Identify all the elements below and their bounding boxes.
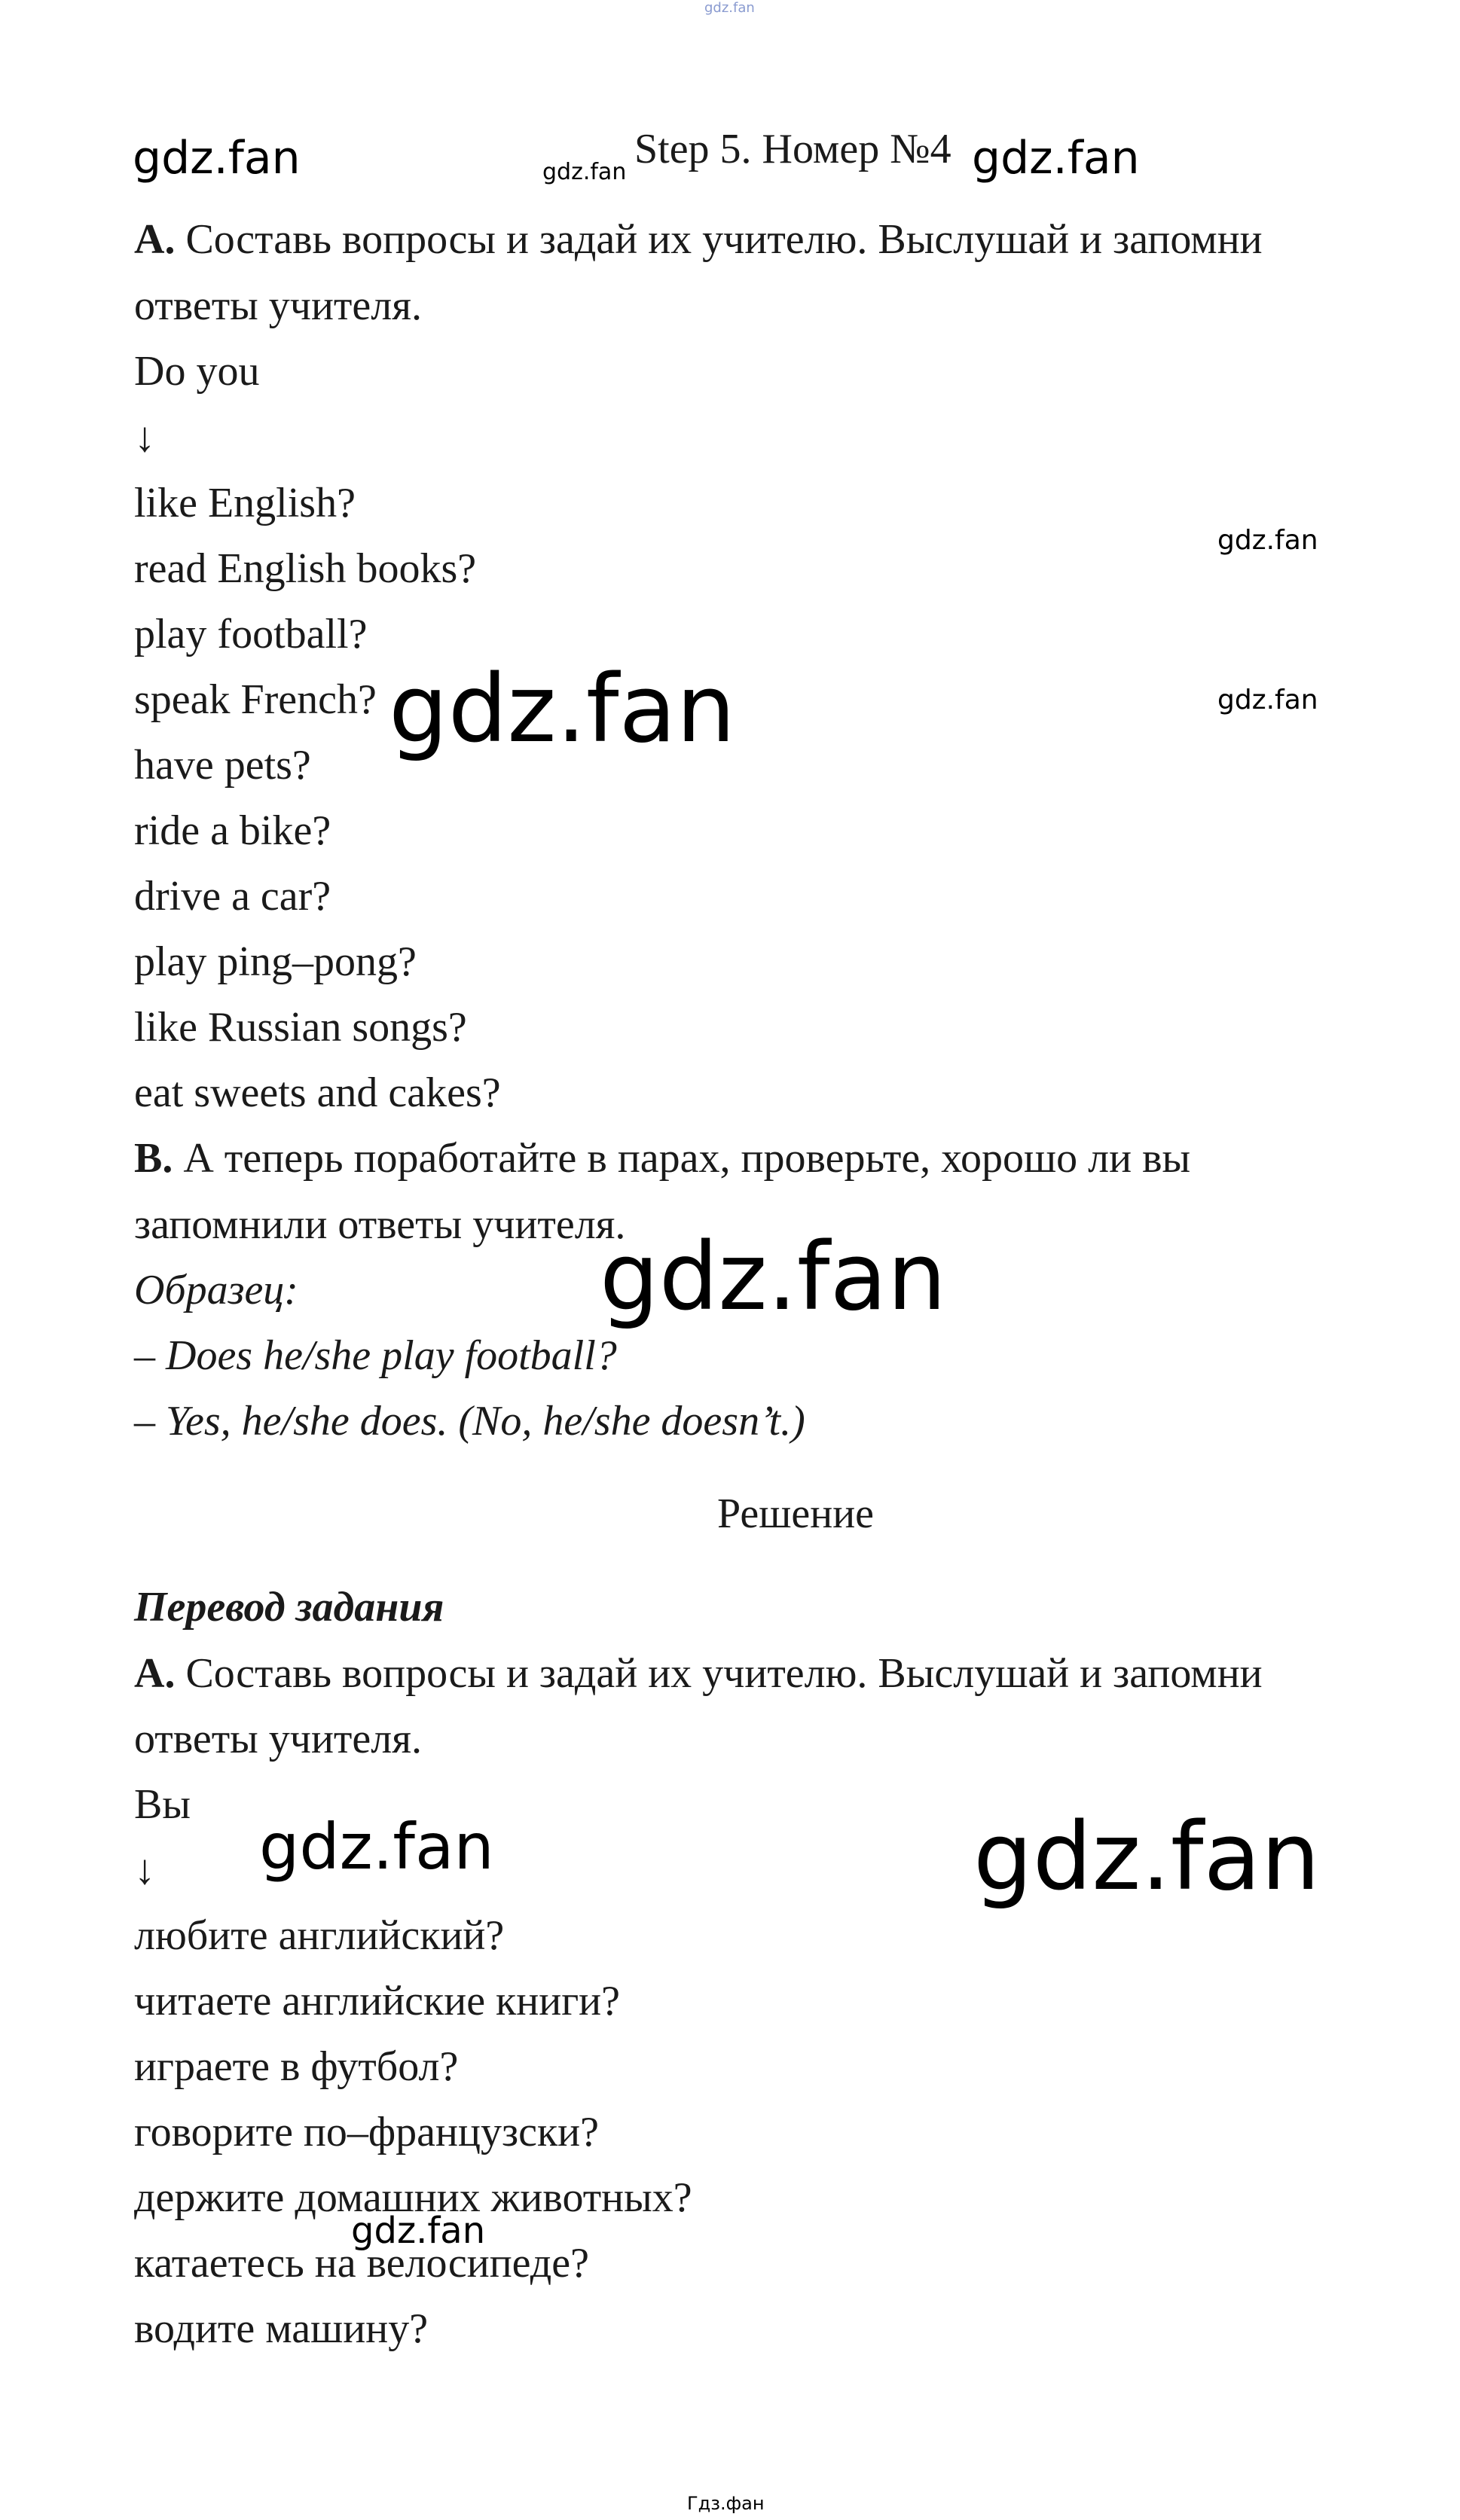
- question-item: play football?: [134, 611, 368, 657]
- solution-down-arrow: ↓: [134, 1847, 155, 1893]
- question-item: like Russian songs?: [134, 1004, 467, 1051]
- watermark-right-1: gdz.fan: [1217, 525, 1318, 556]
- vy-text: Вы: [134, 1781, 191, 1828]
- watermark-header-left: gdz.fan: [133, 132, 301, 185]
- down-arrow: ↓: [134, 414, 155, 461]
- question-item: speak French?: [134, 676, 377, 723]
- solution-heading: Решение: [717, 1490, 875, 1537]
- translation-item: катаетесь на велосипеде?: [134, 2240, 589, 2287]
- question-item: have pets?: [134, 742, 311, 789]
- watermark-big-3: gdz.fan: [973, 1803, 1321, 1911]
- question-item: like English?: [134, 480, 356, 526]
- task-b-line1: [134, 1135, 1191, 1182]
- watermark-header-small: gdz.fan: [542, 159, 627, 185]
- page-title: Step 5. Номер №4: [634, 126, 951, 172]
- translation-item: водите машину?: [134, 2305, 429, 2352]
- translation-item: играете в футбол?: [134, 2043, 459, 2090]
- task-b-label: B.: [134, 1135, 173, 1182]
- task-b-line2: запомнили ответы учителя.: [134, 1201, 626, 1248]
- sample-question: – Does he/she play football?: [134, 1332, 617, 1379]
- task-b-text: А теперь поработайте в парах, проверьте, хорошо ли вы: [173, 1135, 1191, 1182]
- watermark-header-right: gdz.fan: [972, 132, 1140, 185]
- watermark-right-2: gdz.fan: [1217, 685, 1318, 715]
- question-item: eat sweets and cakes?: [134, 1069, 501, 1116]
- solution-a-text: Составь вопросы и задай их учителю. Выслушай и запомни: [175, 1650, 1263, 1697]
- task-a-label: A.: [134, 216, 176, 263]
- question-item: play ping–pong?: [134, 938, 417, 985]
- do-you-text: Do you: [134, 348, 260, 395]
- question-item: read English books?: [134, 545, 477, 592]
- task-a-text: Составь вопросы и задай их учителю. Выслушай и запомни: [175, 216, 1263, 263]
- translation-item: любите английский?: [134, 1912, 505, 1959]
- solution-a-line2: ответы учителя.: [134, 1716, 422, 1762]
- sample-label: Образец:: [134, 1267, 298, 1313]
- solution-a-line1: [134, 1652, 1263, 1695]
- sample-answer: – Yes, he/she does. (No, he/she doesn’t.): [134, 1398, 805, 1445]
- task-a-line2: ответы учителя.: [134, 282, 422, 329]
- footer-watermark: Гдз.фан: [687, 2493, 765, 2514]
- translation-item: читаете английские книги?: [134, 1978, 620, 2024]
- translation-heading: Перевод задания: [134, 1584, 444, 1631]
- solution-a-label: A.: [134, 1650, 176, 1697]
- translation-item: говорите по–французски?: [134, 2109, 599, 2155]
- watermark-big-2: gdz.fan: [600, 1223, 947, 1332]
- question-item: ride a bike?: [134, 807, 331, 854]
- translation-item: держите домашних животных?: [134, 2174, 692, 2221]
- watermark-mid-1: gdz.fan: [259, 1810, 494, 1884]
- watermark-top-tiny: gdz.fan: [704, 0, 755, 16]
- question-item: drive a car?: [134, 873, 331, 920]
- task-a-line1: [134, 218, 1263, 261]
- watermark-big-1: gdz.fan: [389, 655, 736, 764]
- watermark-mid-2: gdz.fan: [351, 2210, 486, 2252]
